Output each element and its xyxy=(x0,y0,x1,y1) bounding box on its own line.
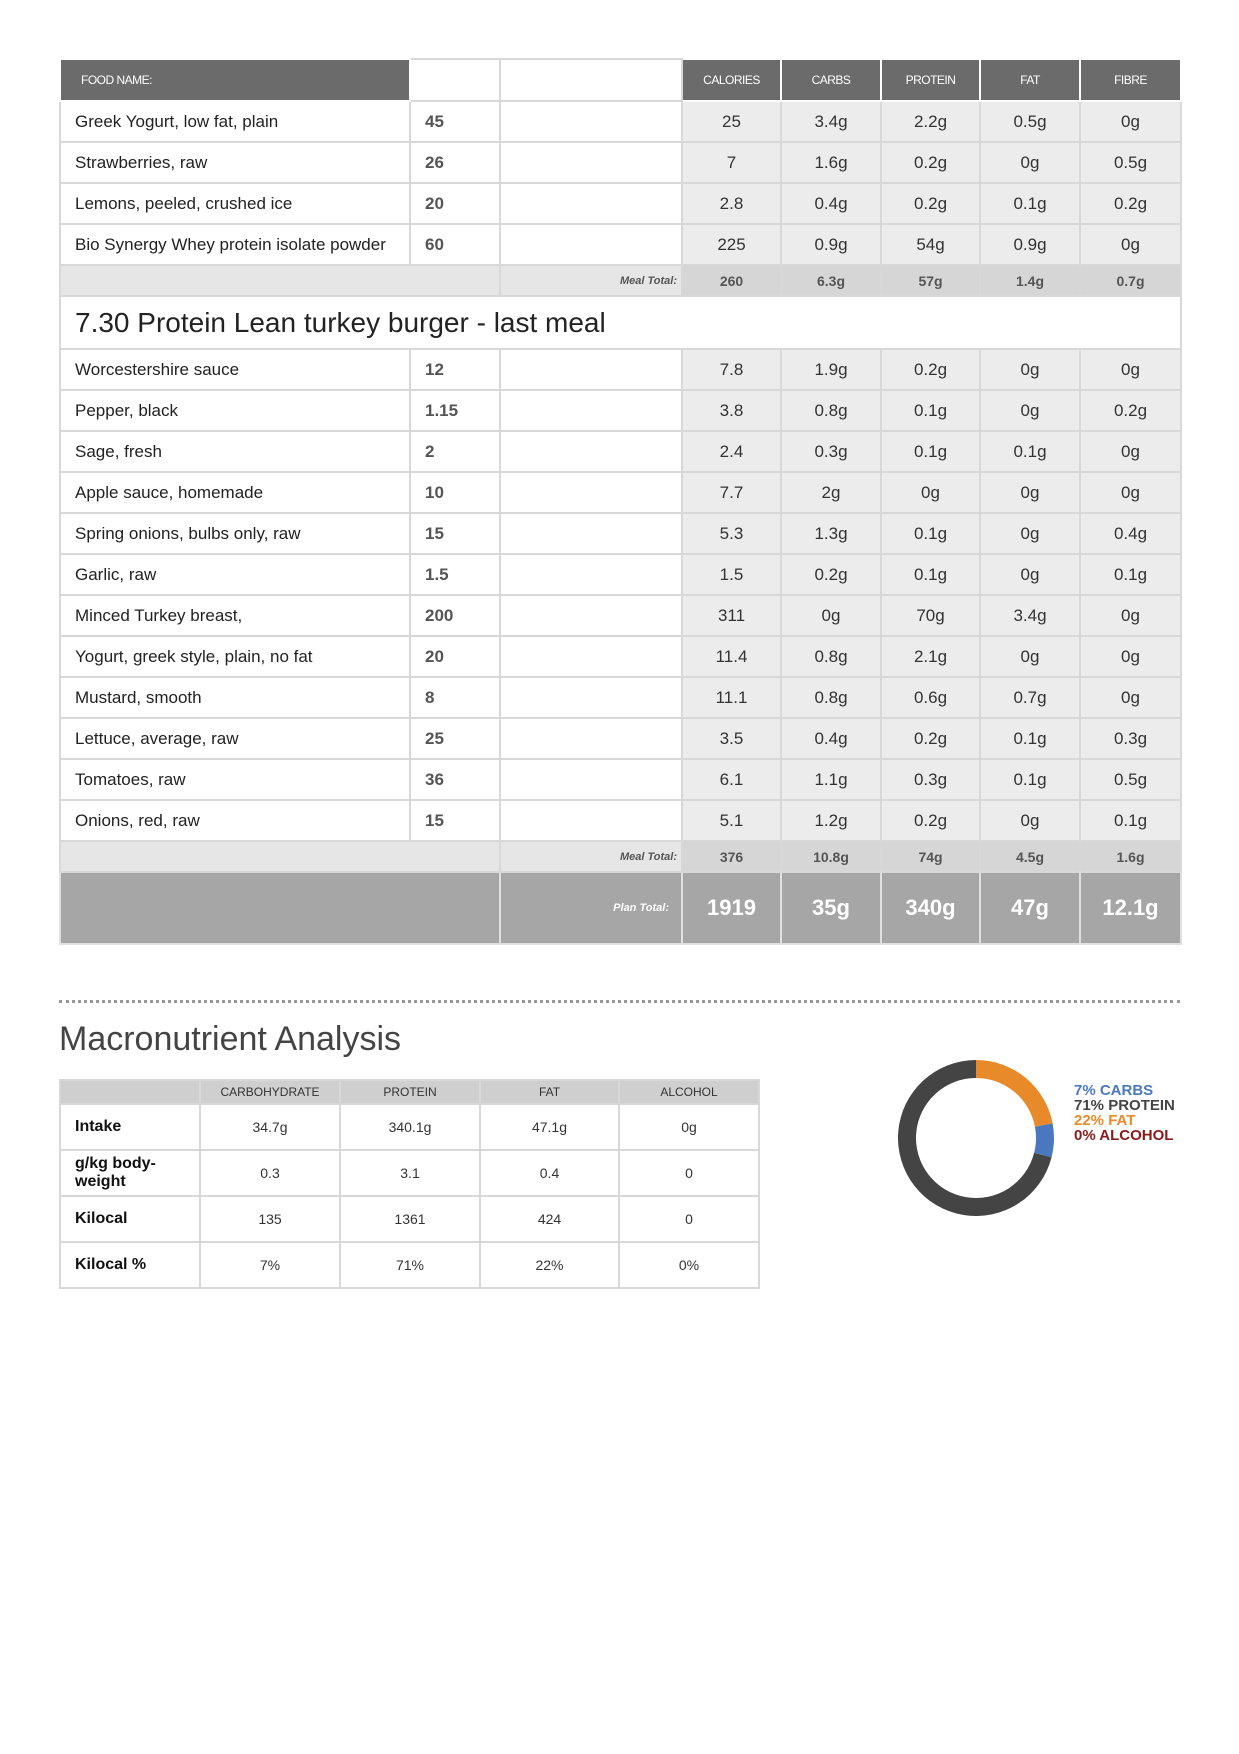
food-protein: 0.6g xyxy=(881,677,980,718)
food-protein: 2.1g xyxy=(881,636,980,677)
table-row xyxy=(60,718,1181,759)
macro-header: PROTEIN xyxy=(340,1080,480,1104)
plan-total-carbs: 35g xyxy=(781,872,881,944)
macro-value: 47.1g xyxy=(480,1104,619,1150)
food-fibre: 0.1g xyxy=(1080,554,1181,595)
food-quantity: 20 xyxy=(410,636,500,677)
food-fat: 0g xyxy=(980,349,1080,390)
food-protein: 2.2g xyxy=(881,101,980,142)
food-fat: 0g xyxy=(980,472,1080,513)
table-row xyxy=(60,472,1181,513)
macro-value: 424 xyxy=(480,1196,619,1242)
legend-item-protein: 71% PROTEIN xyxy=(1074,1097,1175,1114)
food-fat: 0.1g xyxy=(980,431,1080,472)
meal-total-label: Meal Total: xyxy=(500,265,682,296)
food-fibre: 0g xyxy=(1080,224,1181,265)
food-protein: 0g xyxy=(881,472,980,513)
food-name: Tomatoes, raw xyxy=(60,759,410,800)
food-name: Mustard, smooth xyxy=(60,677,410,718)
food-quantity: 1.5 xyxy=(410,554,500,595)
meal-title: 7.30 Protein Lean turkey burger - last meal xyxy=(60,296,1181,349)
food-carbs: 0.8g xyxy=(781,677,881,718)
macro-row xyxy=(60,1242,759,1288)
table-row xyxy=(60,800,1181,841)
food-protein: 0.2g xyxy=(881,142,980,183)
food-quantity: 8 xyxy=(410,677,500,718)
food-cal: 11.4 xyxy=(682,636,781,677)
macro-row-label: g/kg body-weight xyxy=(60,1150,200,1196)
food-fat: 0.1g xyxy=(980,759,1080,800)
meal-total-protein: 57g xyxy=(881,265,980,296)
food-quantity: 26 xyxy=(410,142,500,183)
food-carbs: 0.3g xyxy=(781,431,881,472)
legend-item-alcohol: 0% ALCOHOL xyxy=(1074,1127,1174,1144)
food-fibre: 0g xyxy=(1080,472,1181,513)
table-row xyxy=(60,759,1181,800)
macro-value: 3.1 xyxy=(340,1150,480,1196)
food-quantity: 12 xyxy=(410,349,500,390)
food-fibre: 0.3g xyxy=(1080,718,1181,759)
meal-total-carbs: 6.3g xyxy=(781,265,881,296)
macro-value: 7% xyxy=(200,1242,340,1288)
food-fibre: 0.5g xyxy=(1080,759,1181,800)
food-fat: 0.7g xyxy=(980,677,1080,718)
macro-row xyxy=(60,1150,759,1196)
table-row xyxy=(60,554,1181,595)
food-protein: 0.2g xyxy=(881,349,980,390)
food-protein: 54g xyxy=(881,224,980,265)
table-row xyxy=(60,595,1181,636)
food-name: Pepper, black xyxy=(60,390,410,431)
header-protein: PROTEIN xyxy=(881,59,980,101)
plan-total-label: Plan Total: xyxy=(500,872,682,944)
macro-value: 1361 xyxy=(340,1196,480,1242)
food-name: Garlic, raw xyxy=(60,554,410,595)
food-fibre: 0g xyxy=(1080,349,1181,390)
food-name: Bio Synergy Whey protein isolate powder xyxy=(60,224,410,265)
food-name: Greek Yogurt, low fat, plain xyxy=(60,101,410,142)
meal-total-label: Meal Total: xyxy=(500,841,682,872)
food-name: Strawberries, raw xyxy=(60,142,410,183)
food-cal: 7.8 xyxy=(682,349,781,390)
donut-slice-fat xyxy=(976,1060,1053,1127)
legend-item-fat: 22% FAT xyxy=(1074,1112,1136,1129)
meal-total-cal: 260 xyxy=(682,265,781,296)
table-row xyxy=(60,142,1181,183)
food-name: Onions, red, raw xyxy=(60,800,410,841)
food-cal: 2.4 xyxy=(682,431,781,472)
food-cal: 5.1 xyxy=(682,800,781,841)
macro-row-label: Intake xyxy=(60,1104,200,1150)
food-quantity: 10 xyxy=(410,472,500,513)
food-name: Spring onions, bulbs only, raw xyxy=(60,513,410,554)
food-carbs: 1.2g xyxy=(781,800,881,841)
macro-header: CARBOHYDRATE xyxy=(200,1080,340,1104)
food-name: Minced Turkey breast, xyxy=(60,595,410,636)
food-fibre: 0g xyxy=(1080,431,1181,472)
table-row xyxy=(60,349,1181,390)
table-row xyxy=(60,101,1181,142)
macro-title: Macronutrient Analysis xyxy=(59,1020,402,1058)
macro-value: 135 xyxy=(200,1196,340,1242)
macro-value: 0 xyxy=(619,1196,759,1242)
food-fat: 0.5g xyxy=(980,101,1080,142)
food-cal: 225 xyxy=(682,224,781,265)
food-fibre: 0.2g xyxy=(1080,183,1181,224)
food-carbs: 0.4g xyxy=(781,718,881,759)
food-fibre: 0g xyxy=(1080,595,1181,636)
food-fat: 0.9g xyxy=(980,224,1080,265)
food-cal: 2.8 xyxy=(682,183,781,224)
plan-total-cal: 1919 xyxy=(682,872,781,944)
food-fat: 0g xyxy=(980,142,1080,183)
macro-value: 22% xyxy=(480,1242,619,1288)
header-calories: CALORIES xyxy=(682,59,781,101)
meal-total-carbs: 10.8g xyxy=(781,841,881,872)
macro-row-label: Kilocal % xyxy=(60,1242,200,1288)
header-fibre: FIBRE xyxy=(1080,59,1181,101)
food-protein: 0.1g xyxy=(881,513,980,554)
food-name: Lemons, peeled, crushed ice xyxy=(60,183,410,224)
plan-total-protein: 340g xyxy=(881,872,980,944)
food-carbs: 1.1g xyxy=(781,759,881,800)
macro-row-label: Kilocal xyxy=(60,1196,200,1242)
food-quantity: 25 xyxy=(410,718,500,759)
meal-total-fat: 4.5g xyxy=(980,841,1080,872)
food-carbs: 3.4g xyxy=(781,101,881,142)
food-fat: 0g xyxy=(980,636,1080,677)
food-fat: 0.1g xyxy=(980,718,1080,759)
food-name: Worcestershire sauce xyxy=(60,349,410,390)
food-quantity: 36 xyxy=(410,759,500,800)
food-fibre: 0g xyxy=(1080,101,1181,142)
food-cal: 25 xyxy=(682,101,781,142)
plan-total-row xyxy=(60,872,1181,944)
table-row xyxy=(60,390,1181,431)
food-name: Yogurt, greek style, plain, no fat xyxy=(60,636,410,677)
food-fat: 0.1g xyxy=(980,183,1080,224)
food-cal: 6.1 xyxy=(682,759,781,800)
plan-total-fibre: 12.1g xyxy=(1080,872,1181,944)
food-cal: 5.3 xyxy=(682,513,781,554)
meal-total-fat: 1.4g xyxy=(980,265,1080,296)
food-protein: 0.1g xyxy=(881,554,980,595)
food-protein: 0.1g xyxy=(881,390,980,431)
food-table xyxy=(59,58,1182,945)
table-row xyxy=(60,677,1181,718)
macro-row xyxy=(60,1104,759,1150)
food-carbs: 0.4g xyxy=(781,183,881,224)
food-fat: 0g xyxy=(980,800,1080,841)
food-protein: 0.2g xyxy=(881,718,980,759)
food-cal: 3.8 xyxy=(682,390,781,431)
macro-value: 0.4 xyxy=(480,1150,619,1196)
meal-total-row xyxy=(60,265,1181,296)
food-protein: 0.2g xyxy=(881,183,980,224)
food-fibre: 0g xyxy=(1080,636,1181,677)
food-quantity: 2 xyxy=(410,431,500,472)
table-row xyxy=(60,513,1181,554)
food-name: Apple sauce, homemade xyxy=(60,472,410,513)
header-food-name: FOOD NAME: xyxy=(60,59,410,101)
macro-header: ALCOHOL xyxy=(619,1080,759,1104)
donut-slice-carbs xyxy=(1034,1123,1054,1157)
table-row xyxy=(60,636,1181,677)
meal-total-cal: 376 xyxy=(682,841,781,872)
header-carbs: CARBS xyxy=(781,59,881,101)
food-name: Sage, fresh xyxy=(60,431,410,472)
meal-total-fibre: 0.7g xyxy=(1080,265,1181,296)
macro-table xyxy=(59,1079,760,1289)
food-fat: 0g xyxy=(980,513,1080,554)
food-fat: 0g xyxy=(980,554,1080,595)
macro-value: 0g xyxy=(619,1104,759,1150)
food-cal: 7.7 xyxy=(682,472,781,513)
macro-value: 0.3 xyxy=(200,1150,340,1196)
macro-value: 34.7g xyxy=(200,1104,340,1150)
plan-total-fat: 47g xyxy=(980,872,1080,944)
macro-row xyxy=(60,1196,759,1242)
food-protein: 70g xyxy=(881,595,980,636)
food-cal: 11.1 xyxy=(682,677,781,718)
food-carbs: 0.8g xyxy=(781,390,881,431)
macro-value: 71% xyxy=(340,1242,480,1288)
food-carbs: 0.2g xyxy=(781,554,881,595)
meal-title-row xyxy=(60,296,1181,349)
food-quantity: 15 xyxy=(410,513,500,554)
header-fat: FAT xyxy=(980,59,1080,101)
food-protein: 0.2g xyxy=(881,800,980,841)
food-protein: 0.1g xyxy=(881,431,980,472)
meal-total-row xyxy=(60,841,1181,872)
macro-header-row xyxy=(60,1080,759,1104)
food-cal: 1.5 xyxy=(682,554,781,595)
macro-value: 0% xyxy=(619,1242,759,1288)
food-quantity: 20 xyxy=(410,183,500,224)
food-carbs: 2g xyxy=(781,472,881,513)
section-divider xyxy=(59,1000,1180,1003)
meal-total-fibre: 1.6g xyxy=(1080,841,1181,872)
food-quantity: 1.15 xyxy=(410,390,500,431)
food-carbs: 1.6g xyxy=(781,142,881,183)
food-cal: 3.5 xyxy=(682,718,781,759)
food-fat: 3.4g xyxy=(980,595,1080,636)
food-cal: 7 xyxy=(682,142,781,183)
food-fibre: 0.2g xyxy=(1080,390,1181,431)
food-quantity: 45 xyxy=(410,101,500,142)
food-carbs: 0.8g xyxy=(781,636,881,677)
food-protein: 0.3g xyxy=(881,759,980,800)
table-row xyxy=(60,183,1181,224)
macro-value: 340.1g xyxy=(340,1104,480,1150)
food-fat: 0g xyxy=(980,390,1080,431)
legend-item-carbs: 7% CARBS xyxy=(1074,1082,1154,1099)
food-fibre: 0g xyxy=(1080,677,1181,718)
food-quantity: 60 xyxy=(410,224,500,265)
chart-legend xyxy=(1074,1083,1175,1143)
food-fibre: 0.4g xyxy=(1080,513,1181,554)
food-cal: 311 xyxy=(682,595,781,636)
food-name: Lettuce, average, raw xyxy=(60,718,410,759)
macro-header: FAT xyxy=(480,1080,619,1104)
meal-total-protein: 74g xyxy=(881,841,980,872)
food-quantity: 15 xyxy=(410,800,500,841)
food-carbs: 1.9g xyxy=(781,349,881,390)
food-fibre: 0.1g xyxy=(1080,800,1181,841)
food-quantity: 200 xyxy=(410,595,500,636)
macro-donut-chart xyxy=(886,1048,1066,1228)
table-row xyxy=(60,431,1181,472)
food-carbs: 0.9g xyxy=(781,224,881,265)
food-fibre: 0.5g xyxy=(1080,142,1181,183)
table-row xyxy=(60,224,1181,265)
food-carbs: 1.3g xyxy=(781,513,881,554)
food-carbs: 0g xyxy=(781,595,881,636)
table-header-row xyxy=(60,59,1181,101)
macro-value: 0 xyxy=(619,1150,759,1196)
